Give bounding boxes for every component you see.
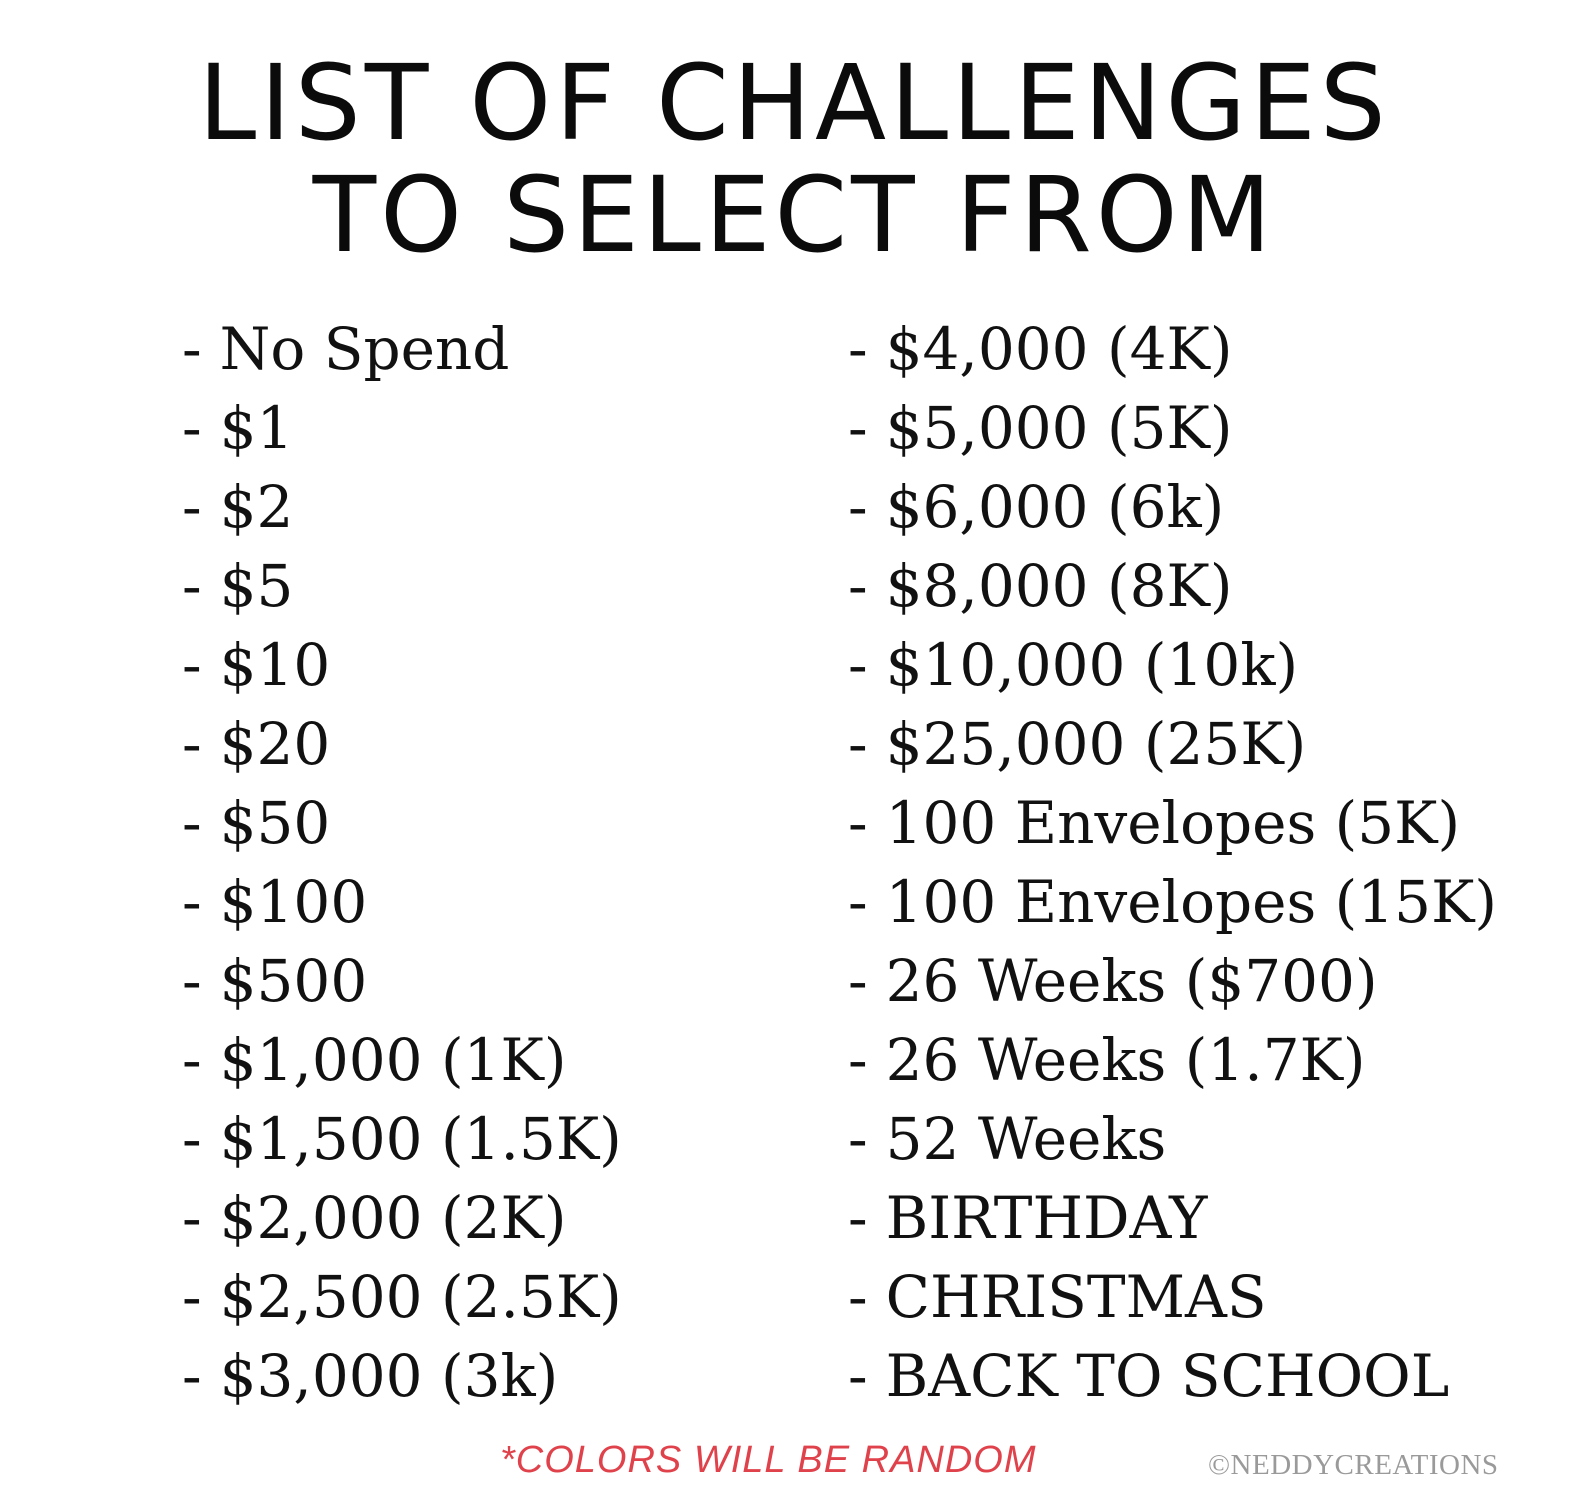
challenge-label: $1 — [219, 394, 294, 462]
list-item — [182, 1100, 622, 1179]
list-dash: - — [182, 868, 202, 936]
challenge-label: 52 Weeks — [885, 1105, 1167, 1173]
challenge-label: 100 Envelopes (15K) — [885, 868, 1498, 936]
list-item — [182, 468, 622, 547]
list-item — [848, 1179, 1497, 1258]
challenge-label: $2 — [219, 473, 294, 541]
list-item — [848, 705, 1497, 784]
list-item — [848, 942, 1497, 1021]
list-item — [182, 1258, 622, 1337]
list-dash: - — [848, 947, 868, 1015]
list-dash: - — [848, 1026, 868, 1094]
list-dash: - — [848, 315, 868, 383]
challenge-label: BIRTHDAY — [885, 1184, 1208, 1252]
list-item — [848, 389, 1497, 468]
challenge-label: $8,000 (8K) — [885, 552, 1233, 620]
list-dash: - — [848, 868, 868, 936]
challenge-list-right — [848, 310, 1497, 1416]
challenge-label: No Spend — [219, 315, 510, 383]
list-dash: - — [848, 394, 868, 462]
list-item — [182, 705, 622, 784]
list-dash: - — [848, 1263, 868, 1331]
list-dash: - — [848, 1184, 868, 1252]
list-item — [848, 1337, 1497, 1416]
challenge-label: $2,500 (2.5K) — [219, 1263, 622, 1331]
challenge-label: $10,000 (10k) — [885, 631, 1299, 699]
challenge-label: BACK TO SCHOOL — [885, 1342, 1450, 1410]
challenge-label: $5,000 (5K) — [885, 394, 1233, 462]
list-dash: - — [182, 473, 202, 541]
list-item — [182, 942, 622, 1021]
challenge-label: $1,500 (1.5K) — [219, 1105, 622, 1173]
list-item — [848, 784, 1497, 863]
list-dash: - — [848, 552, 868, 620]
challenge-label: $3,000 (3k) — [219, 1342, 559, 1410]
list-item — [848, 310, 1497, 389]
list-item — [848, 863, 1497, 942]
challenge-label: $4,000 (4K) — [885, 315, 1233, 383]
list-item — [848, 626, 1497, 705]
challenge-label: $20 — [219, 710, 331, 778]
list-item — [182, 863, 622, 942]
list-item — [848, 468, 1497, 547]
list-dash: - — [848, 710, 868, 778]
list-dash: - — [182, 1105, 202, 1173]
list-item — [848, 1100, 1497, 1179]
list-item — [848, 1021, 1497, 1100]
list-dash: - — [848, 1105, 868, 1173]
challenge-label: 100 Envelopes (5K) — [885, 789, 1461, 857]
list-dash: - — [182, 394, 202, 462]
list-item — [182, 389, 622, 468]
challenge-label: $25,000 (25K) — [885, 710, 1307, 778]
list-item — [182, 1179, 622, 1258]
challenge-label: $500 — [219, 947, 368, 1015]
list-dash: - — [182, 315, 202, 383]
challenge-label: $50 — [219, 789, 331, 857]
list-item — [848, 547, 1497, 626]
colors-random-note: *COLORS WILL BE RANDOM — [500, 1439, 1037, 1481]
page-title-line-1: LIST OF CHALLENGES — [198, 42, 1390, 164]
list-dash: - — [182, 1184, 202, 1252]
challenge-label: $100 — [219, 868, 368, 936]
list-item — [182, 784, 622, 863]
list-item — [182, 310, 622, 389]
list-dash: - — [848, 1342, 868, 1410]
challenge-list-left — [182, 310, 622, 1416]
list-dash: - — [182, 710, 202, 778]
list-item — [848, 1258, 1497, 1337]
list-dash: - — [182, 631, 202, 699]
challenge-label: CHRISTMAS — [885, 1263, 1267, 1331]
challenge-label: 26 Weeks ($700) — [885, 947, 1378, 1015]
challenge-label: $1,000 (1K) — [219, 1026, 567, 1094]
list-dash: - — [848, 631, 868, 699]
list-dash: - — [182, 1026, 202, 1094]
list-item — [182, 1021, 622, 1100]
page-title-line-2: TO SELECT FROM — [312, 154, 1276, 276]
list-item — [182, 1337, 622, 1416]
challenge-label: $6,000 (6k) — [885, 473, 1225, 541]
list-dash: - — [182, 552, 202, 620]
list-item — [182, 626, 622, 705]
list-dash: - — [848, 789, 868, 857]
list-dash: - — [182, 1263, 202, 1331]
list-dash: - — [182, 1342, 202, 1410]
challenge-label: $2,000 (2K) — [219, 1184, 567, 1252]
list-dash: - — [182, 789, 202, 857]
copyright-notice: ©NEDDYCREATIONS — [1208, 1449, 1499, 1481]
list-item — [182, 547, 622, 626]
challenge-label: $10 — [219, 631, 331, 699]
challenge-label: 26 Weeks (1.7K) — [885, 1026, 1366, 1094]
list-dash: - — [182, 947, 202, 1015]
challenge-label: $5 — [219, 552, 294, 620]
list-dash: - — [848, 473, 868, 541]
